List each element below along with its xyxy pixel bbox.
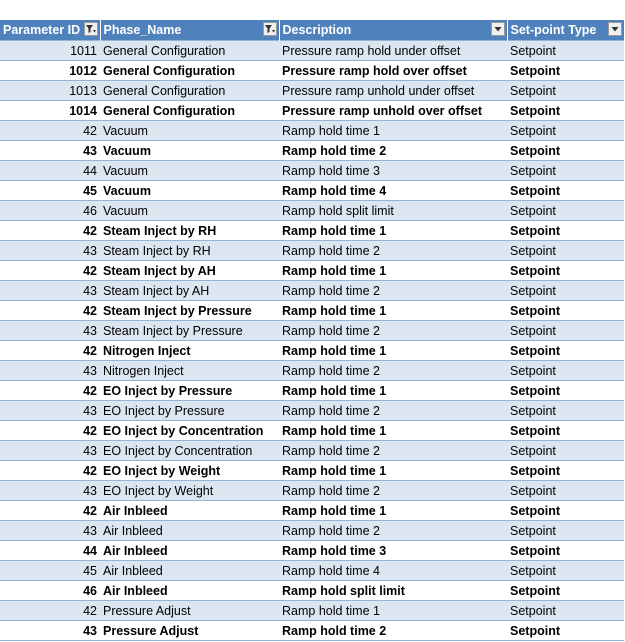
filter-funnel-icon[interactable] xyxy=(84,22,98,36)
dropdown-arrow-icon[interactable] xyxy=(608,22,622,36)
cell-description[interactable]: Ramp hold time 4 xyxy=(279,181,507,201)
table-row[interactable] xyxy=(0,321,624,341)
cell-phase-name[interactable]: EO Inject by Weight xyxy=(100,481,279,501)
cell-setpoint-type[interactable]: Setpoint xyxy=(507,381,624,401)
cell-parameter-id[interactable]: 43 xyxy=(0,621,100,641)
table-row[interactable] xyxy=(0,141,624,161)
cell-description[interactable]: Ramp hold time 2 xyxy=(279,241,507,261)
cell-phase-name[interactable]: Air Inbleed xyxy=(100,581,279,601)
column-header-label: Phase_Name xyxy=(103,23,182,37)
table-row[interactable] xyxy=(0,441,624,461)
cell-phase-name[interactable]: EO Inject by Pressure xyxy=(100,401,279,421)
cell-phase-name[interactable]: Steam Inject by Pressure xyxy=(100,321,279,341)
cell-parameter-id[interactable]: 1012 xyxy=(0,61,100,81)
cell-setpoint-type[interactable]: Setpoint xyxy=(507,301,624,321)
cell-parameter-id[interactable]: 42 xyxy=(0,121,100,141)
cell-phase-name[interactable]: Air Inbleed xyxy=(100,521,279,541)
cell-parameter-id[interactable]: 42 xyxy=(0,601,100,621)
cell-phase-name[interactable]: General Configuration xyxy=(100,61,279,81)
column-header-label: Description xyxy=(282,23,352,37)
table-row[interactable] xyxy=(0,481,624,501)
cell-phase-name[interactable]: Steam Inject by AH xyxy=(100,281,279,301)
table-row[interactable] xyxy=(0,121,624,141)
cell-description[interactable]: Ramp hold time 3 xyxy=(279,161,507,181)
cell-description[interactable]: Ramp hold time 1 xyxy=(279,221,507,241)
cell-setpoint-type[interactable]: Setpoint xyxy=(507,121,624,141)
cell-description[interactable]: Pressure ramp unhold under offset xyxy=(279,81,507,101)
cell-setpoint-type[interactable]: Setpoint xyxy=(507,41,624,61)
column-header-description[interactable] xyxy=(279,20,507,41)
cell-parameter-id[interactable]: 43 xyxy=(0,521,100,541)
table-row[interactable] xyxy=(0,201,624,221)
cell-description[interactable]: Ramp hold time 2 xyxy=(279,401,507,421)
table-row[interactable] xyxy=(0,581,624,601)
cell-description[interactable]: Pressure ramp hold under offset xyxy=(279,41,507,61)
cell-setpoint-type[interactable]: Setpoint xyxy=(507,141,624,161)
cell-description[interactable]: Ramp hold time 3 xyxy=(279,541,507,561)
table-row[interactable] xyxy=(0,81,624,101)
cell-description[interactable]: Ramp hold time 2 xyxy=(279,621,507,641)
cell-phase-name[interactable]: EO Inject by Concentration xyxy=(100,441,279,461)
cell-description[interactable]: Pressure ramp unhold over offset xyxy=(279,101,507,121)
cell-parameter-id[interactable]: 44 xyxy=(0,161,100,181)
cell-setpoint-type[interactable]: Setpoint xyxy=(507,541,624,561)
cell-parameter-id[interactable]: 42 xyxy=(0,301,100,321)
table-row[interactable] xyxy=(0,161,624,181)
cell-description[interactable]: Ramp hold time 1 xyxy=(279,421,507,441)
table-row[interactable] xyxy=(0,621,624,641)
cell-parameter-id[interactable]: 43 xyxy=(0,321,100,341)
cell-phase-name[interactable]: Vacuum xyxy=(100,161,279,181)
cell-setpoint-type[interactable]: Setpoint xyxy=(507,321,624,341)
cell-phase-name[interactable]: Nitrogen Inject xyxy=(100,361,279,381)
cell-parameter-id[interactable]: 42 xyxy=(0,261,100,281)
cell-parameter-id[interactable]: 42 xyxy=(0,221,100,241)
cell-parameter-id[interactable]: 45 xyxy=(0,561,100,581)
table-row[interactable] xyxy=(0,601,624,621)
cell-parameter-id[interactable]: 43 xyxy=(0,441,100,461)
cell-description[interactable]: Ramp hold time 2 xyxy=(279,481,507,501)
cell-parameter-id[interactable]: 43 xyxy=(0,281,100,301)
cell-parameter-id[interactable]: 43 xyxy=(0,361,100,381)
table-row[interactable] xyxy=(0,541,624,561)
table-body xyxy=(0,41,624,641)
cell-description[interactable]: Ramp hold time 4 xyxy=(279,561,507,581)
cell-description[interactable]: Ramp hold time 1 xyxy=(279,601,507,621)
column-header-parameter-id[interactable] xyxy=(0,20,100,41)
cell-parameter-id[interactable]: 42 xyxy=(0,381,100,401)
cell-setpoint-type[interactable]: Setpoint xyxy=(507,461,624,481)
table-row[interactable] xyxy=(0,501,624,521)
cell-setpoint-type[interactable]: Setpoint xyxy=(507,361,624,381)
cell-parameter-id[interactable]: 42 xyxy=(0,501,100,521)
table-row[interactable] xyxy=(0,221,624,241)
cell-parameter-id[interactable]: 46 xyxy=(0,581,100,601)
cell-description[interactable]: Ramp hold time 2 xyxy=(279,521,507,541)
cell-parameter-id[interactable]: 43 xyxy=(0,141,100,161)
column-header-label: Set-point Type xyxy=(510,23,597,37)
cell-setpoint-type[interactable]: Setpoint xyxy=(507,281,624,301)
column-header-phase-name[interactable] xyxy=(100,20,279,41)
cell-setpoint-type[interactable]: Setpoint xyxy=(507,221,624,241)
cell-parameter-id[interactable]: 1011 xyxy=(0,41,100,61)
cell-description[interactable]: Ramp hold time 1 xyxy=(279,261,507,281)
cell-setpoint-type[interactable]: Setpoint xyxy=(507,421,624,441)
cell-phase-name[interactable]: Air Inbleed xyxy=(100,501,279,521)
cell-description[interactable]: Ramp hold split limit xyxy=(279,201,507,221)
table-row[interactable] xyxy=(0,361,624,381)
cell-setpoint-type[interactable]: Setpoint xyxy=(507,101,624,121)
cell-phase-name[interactable]: Steam Inject by RH xyxy=(100,221,279,241)
table-row[interactable] xyxy=(0,41,624,61)
cell-setpoint-type[interactable]: Setpoint xyxy=(507,341,624,361)
cell-setpoint-type[interactable]: Setpoint xyxy=(507,501,624,521)
cell-phase-name[interactable]: Steam Inject by RH xyxy=(100,241,279,261)
table-row[interactable] xyxy=(0,401,624,421)
cell-parameter-id[interactable]: 43 xyxy=(0,401,100,421)
table-row[interactable] xyxy=(0,281,624,301)
cell-description[interactable]: Ramp hold split limit xyxy=(279,581,507,601)
table-row[interactable] xyxy=(0,261,624,281)
cell-phase-name[interactable]: Air Inbleed xyxy=(100,561,279,581)
parameter-table xyxy=(0,20,625,641)
cell-parameter-id[interactable]: 42 xyxy=(0,421,100,441)
cell-phase-name[interactable]: Vacuum xyxy=(100,181,279,201)
cell-setpoint-type[interactable]: Setpoint xyxy=(507,601,624,621)
cell-phase-name[interactable]: Nitrogen Inject xyxy=(100,341,279,361)
cell-description[interactable]: Ramp hold time 1 xyxy=(279,461,507,481)
cell-setpoint-type[interactable]: Setpoint xyxy=(507,241,624,261)
cell-parameter-id[interactable]: 42 xyxy=(0,341,100,361)
table-row[interactable] xyxy=(0,381,624,401)
cell-setpoint-type[interactable]: Setpoint xyxy=(507,621,624,641)
table-row[interactable] xyxy=(0,341,624,361)
cell-phase-name[interactable]: Steam Inject by AH xyxy=(100,261,279,281)
cell-phase-name[interactable]: Air Inbleed xyxy=(100,541,279,561)
cell-description[interactable]: Ramp hold time 2 xyxy=(279,441,507,461)
table-row[interactable] xyxy=(0,421,624,441)
cell-phase-name[interactable]: EO Inject by Weight xyxy=(100,461,279,481)
header-row xyxy=(0,20,624,41)
cell-phase-name[interactable]: Vacuum xyxy=(100,141,279,161)
column-header-setpoint-type[interactable] xyxy=(507,20,624,41)
cell-phase-name[interactable]: EO Inject by Concentration xyxy=(100,421,279,441)
cell-description[interactable]: Ramp hold time 1 xyxy=(279,501,507,521)
cell-description[interactable]: Ramp hold time 2 xyxy=(279,321,507,341)
cell-phase-name[interactable]: General Configuration xyxy=(100,101,279,121)
cell-description[interactable]: Ramp hold time 1 xyxy=(279,301,507,321)
cell-phase-name[interactable]: Pressure Adjust xyxy=(100,601,279,621)
cell-description[interactable]: Ramp hold time 1 xyxy=(279,381,507,401)
table-row[interactable] xyxy=(0,561,624,581)
cell-setpoint-type[interactable]: Setpoint xyxy=(507,481,624,501)
cell-parameter-id[interactable]: 1013 xyxy=(0,81,100,101)
table-row[interactable] xyxy=(0,101,624,121)
cell-description[interactable]: Ramp hold time 1 xyxy=(279,341,507,361)
column-header-label: Parameter ID xyxy=(3,23,81,37)
cell-phase-name[interactable]: General Configuration xyxy=(100,81,279,101)
table-row[interactable] xyxy=(0,181,624,201)
table-row[interactable] xyxy=(0,241,624,261)
cell-phase-name[interactable]: Vacuum xyxy=(100,121,279,141)
cell-setpoint-type[interactable]: Setpoint xyxy=(507,61,624,81)
cell-setpoint-type[interactable]: Setpoint xyxy=(507,441,624,461)
cell-setpoint-type[interactable]: Setpoint xyxy=(507,81,624,101)
cell-setpoint-type[interactable]: Setpoint xyxy=(507,401,624,421)
cell-description[interactable]: Ramp hold time 1 xyxy=(279,121,507,141)
cell-phase-name[interactable]: General Configuration xyxy=(100,41,279,61)
cell-setpoint-type[interactable]: Setpoint xyxy=(507,161,624,181)
cell-description[interactable]: Ramp hold time 2 xyxy=(279,361,507,381)
table-row[interactable] xyxy=(0,461,624,481)
cell-parameter-id[interactable]: 46 xyxy=(0,201,100,221)
cell-parameter-id[interactable]: 1014 xyxy=(0,101,100,121)
cell-phase-name[interactable]: Vacuum xyxy=(100,201,279,221)
cell-phase-name[interactable]: Pressure Adjust xyxy=(100,621,279,641)
cell-setpoint-type[interactable]: Setpoint xyxy=(507,261,624,281)
cell-parameter-id[interactable]: 43 xyxy=(0,481,100,501)
cell-setpoint-type[interactable]: Setpoint xyxy=(507,181,624,201)
cell-parameter-id[interactable]: 42 xyxy=(0,461,100,481)
filter-funnel-icon[interactable] xyxy=(263,22,277,36)
cell-parameter-id[interactable]: 43 xyxy=(0,241,100,261)
cell-phase-name[interactable]: Steam Inject by Pressure xyxy=(100,301,279,321)
cell-description[interactable]: Pressure ramp hold over offset xyxy=(279,61,507,81)
cell-description[interactable]: Ramp hold time 2 xyxy=(279,281,507,301)
cell-parameter-id[interactable]: 44 xyxy=(0,541,100,561)
cell-description[interactable]: Ramp hold time 2 xyxy=(279,141,507,161)
cell-setpoint-type[interactable]: Setpoint xyxy=(507,581,624,601)
cell-phase-name[interactable]: EO Inject by Pressure xyxy=(100,381,279,401)
cell-setpoint-type[interactable]: Setpoint xyxy=(507,521,624,541)
table-row[interactable] xyxy=(0,301,624,321)
dropdown-arrow-icon[interactable] xyxy=(491,22,505,36)
table-row[interactable] xyxy=(0,61,624,81)
cell-setpoint-type[interactable]: Setpoint xyxy=(507,201,624,221)
cell-setpoint-type[interactable]: Setpoint xyxy=(507,561,624,581)
table-row[interactable] xyxy=(0,521,624,541)
cell-parameter-id[interactable]: 45 xyxy=(0,181,100,201)
